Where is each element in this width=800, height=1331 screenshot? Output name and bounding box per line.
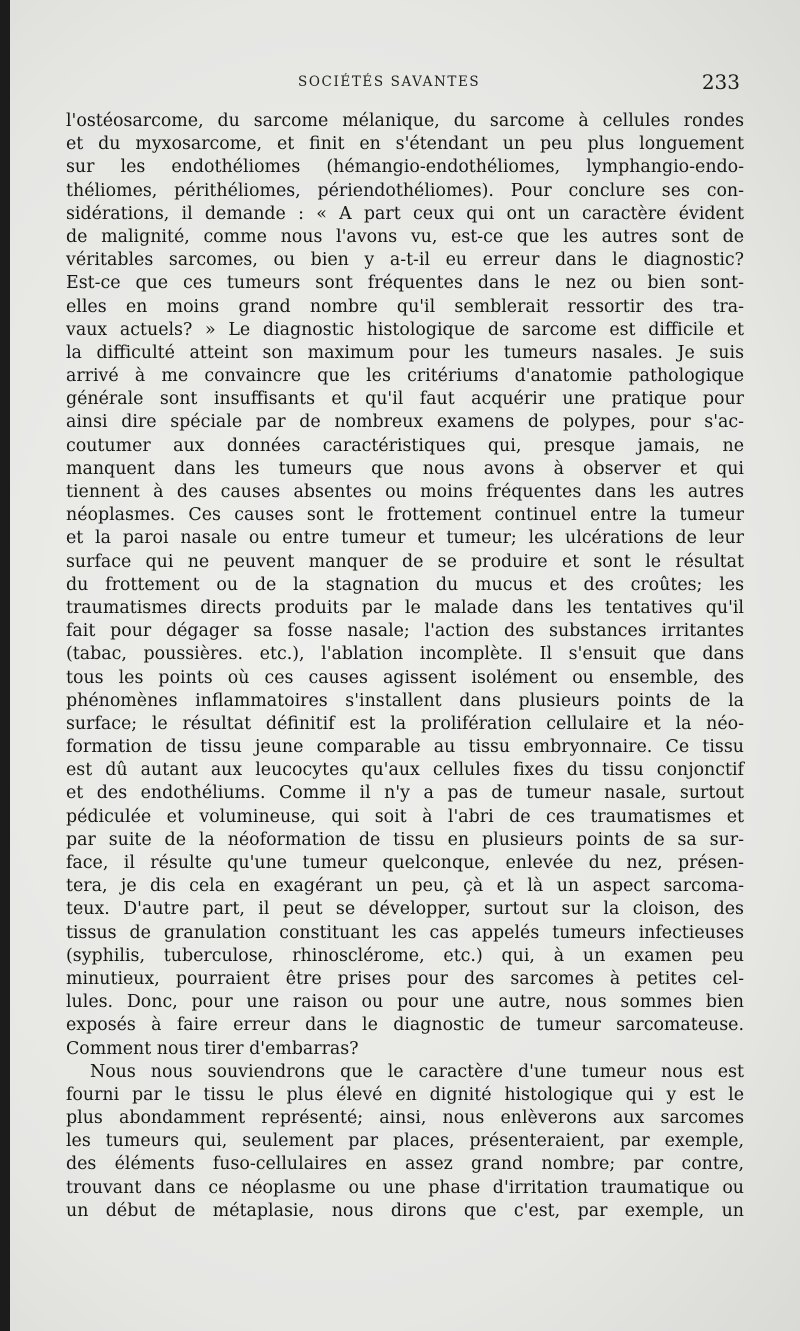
text-line: véritables sarcomes, ou bien y a-t-il eu erreur dans le diagnostic? [66,250,744,271]
text-line: fait pour dégager sa fosse nasale; l'action des substances irritantes [66,621,744,642]
text-line: sur les endothéliomes (hémangio-endothéliomes, lymphangio-endo- [66,157,744,178]
text-line: fourni par le tissu le plus élevé en dignité histologique qui y est le [66,1084,744,1105]
text-line: exposés à faire erreur dans le diagnostic de tumeur sarcomateuse. [66,1015,744,1036]
text-line: surface; le résultat définitif est la prolifération cellulaire et la néo- [66,713,744,734]
text-line: face, il résulte qu'une tumeur quelconque, enlevée du nez, présen- [66,853,744,873]
body-text [66,110,744,1223]
text-line: minutieux, pourraient être prises pour des sarcomes à petites cel- [66,968,744,989]
running-title: SOCIÉTÉS SAVANTES [298,74,481,90]
text-line: (tabac, poussières. etc.), l'ablation incomplète. Il s'ensuit que dans [66,644,744,665]
text-line: tous les points où ces causes agissent isolément ou ensemble, des [66,667,744,688]
text-line: les tumeurs qui, seulement par places, présenteraient, par exemple, [66,1131,744,1152]
text-line: phénomènes inflammatoires s'installent dans plusieurs points de la [66,690,744,711]
page-header [10,70,800,94]
text-line: traumatismes directs produits par le malade dans les tentatives qu'il [66,597,744,618]
text-line: est dû autant aux leucocytes qu'aux cellules fixes du tissu conjonctif [66,760,744,781]
text-line: un début de métaplasie, nous dirons que c'est, par exemple, un [66,1200,744,1221]
text-line: par suite de la néoformation de tissu en plusieurs points de sa sur- [66,829,744,850]
text-line: et des endothéliums. Comme il n'y a pas de tumeur nasale, surtout [66,783,744,804]
text-line: vaux actuels? » Le diagnostic histologique de sarcome est difficile et [66,319,744,340]
text-line: ainsi dire spéciale par de nombreux examens de polypes, pour s'ac- [66,412,744,433]
text-line: et la paroi nasale ou entre tumeur et tumeur; les ulcérations de leur [66,528,744,549]
text-line: pédiculée et volumineuse, qui soit à l'abri de ces traumatismes et [66,806,744,827]
text-line: tera, je dis cela en exagérant un peu, çà et là un aspect sarcoma- [66,876,744,897]
text-line: arrivé à me convaincre que les critériums d'anatomie pathologique [66,366,744,387]
text-line: Est-ce que ces tumeurs sont fréquentes dans le nez ou bien sont- [66,273,744,294]
text-line: la difficulté atteint son maximum pour les tumeurs nasales. Je suis [66,342,744,363]
text-line: des éléments fuso-cellulaires en assez grand nombre; par contre, [66,1154,744,1175]
text-line: surface qui ne peuvent manquer de se produire et sont le résultat [66,551,744,572]
text-line: manquent dans les tumeurs que nous avons à observer et qui [66,458,744,479]
text-line: coutumer aux données caractéristiques qui, presque jamais, ne [66,435,744,456]
text-line: tissus de granulation constituant les cas appelés tumeurs infectieuses [66,922,744,943]
text-line: elles en moins grand nombre qu'il semblerait ressortir des tra- [66,296,744,317]
text-line: tiennent à des causes absentes ou moins fréquentes dans les autres [66,482,744,502]
text-line: du frottement ou de la stagnation du mucus et des croûtes; les [66,574,744,595]
book-page [10,0,800,1331]
text-line: de malignité, comme nous l'avons vu, est-ce que les autres sont de [66,226,744,247]
text-line: formation de tissu jeune comparable au tissu embryonnaire. Ce tissu [66,737,744,758]
text-line: lules. Donc, pour une raison ou pour une autre, nous sommes bien [66,992,744,1013]
text-line: trouvant dans ce néoplasme ou une phase d'irritation traumatique ou [66,1177,744,1198]
text-line: et du myxosarcome, et finit en s'étendant un peu plus longuement [66,134,744,155]
text-line: plus abondamment représenté; ainsi, nous enlèverons aux sarcomes [66,1108,744,1129]
page-number: 233 [701,70,740,94]
text-line: théliomes, périthéliomes, périendothéliomes). Pour conclure ses con- [66,180,744,201]
text-line: Nous nous souviendrons que le caractère d'une tumeur nous est [90,1061,744,1082]
text-line: (syphilis, tuberculose, rhinosclérome, etc.) qui, à un examen peu [66,945,744,966]
text-line: l'ostéosarcome, du sarcome mélanique, du sarcome à cellules rondes [66,111,744,131]
text-line: teux. D'autre part, il peut se développer, surtout sur la cloison, des [66,899,744,920]
text-line: sidérations, il demande : « A part ceux qui ont un caractère évident [66,203,744,224]
text-line: néoplasmes. Ces causes sont le frottement continuel entre la tumeur [66,505,744,526]
text-line: générale sont insuffisants et qu'il faut acquérir une pratique pour [66,389,744,410]
text-line: Comment nous tirer d'embarras? [66,1038,359,1059]
